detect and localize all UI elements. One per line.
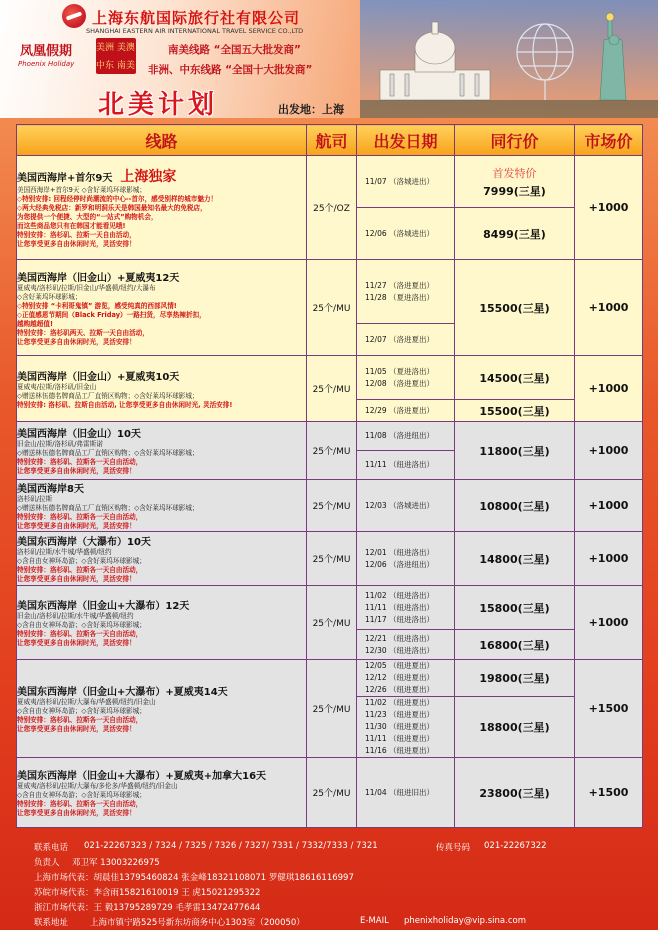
- airline-cell: 25个/MU: [307, 356, 357, 422]
- promo-label: 首发特价: [492, 166, 537, 180]
- route-detail: ◇赠送林伍德名牌商品工厂直销区购物；◇含好莱坞环球影城；: [17, 504, 199, 512]
- departure-dates-cell: [357, 324, 455, 356]
- route-highlight: 特别安排: 洛杉矶、拉斯自由活动, 让您享受更多自由休闲时光, 灵活安排!: [17, 400, 233, 409]
- departure-dates-cell: [357, 422, 455, 451]
- route-cell: [17, 260, 307, 356]
- table-row: [17, 532, 643, 586]
- table-body: [17, 156, 643, 828]
- route-title: 美国东西海岸（大瀑布）10天: [17, 537, 151, 548]
- route-title: 美国西海岸（旧金山）+夏威夷12天: [17, 272, 180, 284]
- table-row: [17, 758, 643, 828]
- trade-price: 11800(三星): [479, 444, 550, 458]
- trade-price: 18800(三星): [479, 721, 550, 734]
- trade-price: 10800(三星): [479, 499, 550, 513]
- departure-city: 出发地：上海: [278, 103, 344, 116]
- address: 上海市镇宁路525号新东坊商务中心1303室（200050）: [90, 918, 305, 928]
- table-row: [17, 422, 643, 451]
- route-cell: [17, 660, 307, 758]
- exclusive-badge: 上海独家: [120, 169, 177, 185]
- market-price-cell: +1500: [575, 758, 643, 828]
- table-row: [17, 660, 643, 697]
- trade-price-cell: [455, 260, 575, 356]
- route-highlight: 特别安排：洛杉矶、拉斯各一天自由活动，: [17, 513, 143, 521]
- airline-cell: 25个/MU: [307, 586, 357, 660]
- route-highlight: 让您享受更多自由休闲时光，灵活安排！: [17, 337, 136, 346]
- route-highlight: ◇正值感恩节期间（Black Friday）一路扫货，尽享热辣折扣，: [17, 310, 206, 319]
- table-row: [17, 586, 643, 630]
- market-price-cell: +1000: [575, 356, 643, 422]
- company-logo-icon: [62, 4, 86, 28]
- route-highlight: 让您享受更多自由休闲时光，灵活安排！: [17, 240, 136, 248]
- airline-cell: 25个/MU: [307, 480, 357, 532]
- route-detail: ◇含自由女神环岛游；◇含好莱坞环球影城；: [17, 707, 146, 715]
- route-detail: ◇含好莱坞环球影城；: [17, 292, 82, 301]
- header-trade-price: 同行价: [455, 125, 575, 156]
- trade-price-cell: [455, 422, 575, 480]
- trade-price: 19800(三星): [479, 672, 550, 685]
- email-label: E-MAIL: [360, 916, 389, 926]
- route-highlight: 特别安排：洛杉矶、拉斯各一天自由活动，: [17, 566, 143, 574]
- route-highlight: ◇两大经典免税店：新罗和明洞乐天是韩国最知名最大的免税店，: [17, 204, 207, 212]
- market-price-cell: +1000: [575, 422, 643, 480]
- phone-label: 联系电话: [34, 843, 69, 853]
- route-cell: [17, 356, 307, 422]
- market-price-cell: +1000: [575, 260, 643, 356]
- trade-price-cell: [455, 532, 575, 586]
- departure-date: 12/30 （纽进洛出）: [365, 645, 434, 655]
- route-detail: ◇含自由女神环岛游；◇含好莱坞环球影城；: [17, 557, 146, 565]
- departure-date: 11/02 （纽进洛出）: [365, 590, 434, 600]
- trade-price: 15500(三星): [479, 404, 550, 418]
- route-highlight: 为您提供一个便捷、大型的“一站式”购物机会，: [17, 213, 158, 221]
- trade-price: 8499(三星): [483, 227, 546, 241]
- departure-date: 12/29 （洛进夏出）: [365, 405, 434, 415]
- route-highlight: 让您享受更多自由休闲时光，灵活安排！: [17, 522, 136, 530]
- route-title: 美国西海岸（旧金山）+夏威夷10天: [17, 371, 180, 383]
- route-highlight: 越购越超值!: [17, 319, 53, 328]
- route-highlight: 特别安排：洛杉矶、拉斯一天自由活动，: [17, 231, 136, 239]
- route-highlight: 特别安排：洛杉矶两天、拉斯一天自由活动，: [17, 328, 149, 337]
- departure-dates-cell: [357, 480, 455, 532]
- departure-date: 11/02 （纽进夏出）: [365, 698, 434, 707]
- market-price-cell: +1000: [575, 480, 643, 532]
- departure-date: 11/04 （纽进旧出）: [365, 787, 434, 797]
- table-row: [17, 156, 643, 208]
- company-name-en: SHANGHAI EASTERN AIR INTERNATIONAL TRAVEL SERVICE CO.,LTD: [86, 27, 304, 35]
- departure-dates-cell: [357, 660, 455, 697]
- departure-dates-cell: [357, 697, 455, 758]
- header-departure-date: 出发日期: [357, 125, 455, 156]
- departure-date: 12/06 （洛进纽出）: [365, 559, 434, 569]
- trade-price: 14500(三星): [479, 371, 550, 385]
- departure-date: 12/05 （纽进夏出）: [365, 661, 434, 670]
- route-highlight: 特别安排：洛杉矶、拉斯各一天自由活动，: [17, 458, 143, 466]
- fax-number: 021-22267322: [484, 841, 547, 851]
- departure-date: 11/27 （洛进夏出）: [365, 280, 434, 290]
- route-highlight: 让您享受更多自由休闲时光，灵活安排！: [17, 725, 136, 733]
- route-cell: [17, 422, 307, 480]
- market-price-cell: +1000: [575, 156, 643, 260]
- route-highlight: ◇特别安排: 回程经停时尚潮流的中心--首尔，感受别样的城市魅力！: [17, 195, 218, 203]
- route-cell: [17, 758, 307, 828]
- route-detail: 旧金山/洛杉矶/拉斯/水牛城/华盛顿/纽约: [17, 612, 134, 620]
- route-detail: ◇赠送林伍德名牌商品工厂直销区购物；◇含好莱坞环球影城；: [17, 449, 199, 457]
- contact-footer: [0, 834, 658, 930]
- departure-date: 11/16 （纽进夏出）: [365, 746, 434, 755]
- table-row: [17, 260, 643, 324]
- departure-date: 11/08 （洛进纽出）: [365, 431, 434, 440]
- departure-dates-cell: [357, 400, 455, 422]
- route-detail: 洛杉矶/拉斯/水牛城/华盛顿/纽约: [17, 548, 112, 556]
- departure-date: 12/07 （洛进夏出）: [365, 334, 434, 344]
- departure-date: 12/06 （洛城进出）: [365, 228, 434, 238]
- email-address: phenixholiday@vip.sina.com: [404, 916, 526, 926]
- fax-label: 传真号码: [436, 843, 471, 853]
- route-title: 美国西海岸8天: [17, 484, 84, 495]
- brand-name-cn: 凤凰假期: [20, 44, 73, 59]
- header-route: 线路: [17, 125, 307, 156]
- route-detail: 夏威夷/洛杉矶/拉斯/大瀑布/多伦多/华盛顿/纽约/旧金山: [17, 782, 178, 790]
- trade-price-cell: [455, 208, 575, 260]
- departure-date: 12/01 （纽进洛出）: [365, 547, 434, 557]
- route-detail: 夏威夷/洛杉矶/拉斯/旧金山/华盛顿/纽约/大瀑布: [17, 283, 156, 292]
- company-name-cn: 上海东航国际旅行社有限公司: [92, 9, 301, 27]
- departure-date: 12/12 （纽进夏出）: [365, 673, 434, 682]
- tour-price-table: [16, 124, 643, 828]
- airline-cell: 25个/MU: [307, 532, 357, 586]
- route-title: 美国东西海岸（旧金山+大瀑布）+夏威夷+加拿大16天: [17, 771, 267, 782]
- airline-cell: 25个/OZ: [307, 156, 357, 260]
- trade-price: 7999(三星): [483, 184, 546, 198]
- market-price-cell: +1500: [575, 660, 643, 758]
- route-title: 美国东西海岸（旧金山+大瀑布）12天: [17, 601, 190, 612]
- route-highlight: 特别安排：洛杉矶、拉斯各一天自由活动，: [17, 716, 143, 724]
- trade-price-cell: [455, 660, 575, 697]
- departure-dates-cell: [357, 532, 455, 586]
- departure-date: 11/17 （纽进洛出）: [365, 614, 434, 624]
- departure-date: 12/26 （纽进夏出）: [365, 685, 434, 694]
- route-highlight: 特别安排：洛杉矶、拉斯各一天自由活动，: [17, 630, 143, 638]
- market-price-cell: +1000: [575, 532, 643, 586]
- route-highlight: 特别安排：洛杉矶、拉斯各一天自由活动，: [17, 800, 143, 808]
- manager-contact: 邓卫军 13003226975: [72, 858, 160, 868]
- trade-price: 16800(三星): [479, 638, 550, 652]
- trade-price: 15500(三星): [479, 301, 550, 315]
- route-detail: ◇赠送林伍德名牌商品工厂直销区购物；◇含好莱坞环球影城；: [17, 391, 199, 400]
- departure-date: 11/07 （洛城进出）: [365, 176, 434, 186]
- departure-date: 11/11 （纽进夏出）: [365, 734, 434, 743]
- landmarks-illustration: [360, 0, 658, 118]
- departure-date: 12/08 （洛进夏出）: [365, 378, 434, 388]
- route-detail: ◇含自由女神环岛游；◇含好莱坞环球影城；: [17, 621, 146, 629]
- airline-cell: 25个/MU: [307, 758, 357, 828]
- departure-dates-cell: [357, 260, 455, 324]
- route-title: 美国东西海岸（旧金山+大瀑布）+夏威夷14天: [17, 687, 228, 698]
- departure-dates-cell: [357, 586, 455, 630]
- slogan-south-america: 南美线路 “全国五大批发商”: [168, 44, 301, 56]
- trade-price: 23800(三星): [479, 786, 550, 800]
- departure-date: 11/28 （夏进洛出）: [365, 292, 434, 302]
- route-highlight: 让您享受更多自由休闲时光，灵活安排！: [17, 467, 136, 475]
- manager-label: 负责人: [34, 858, 60, 868]
- route-title: 美国西海岸+首尔9天: [17, 173, 113, 184]
- jiangsu-anhui-reps: 苏皖市场代表：李含雨15821610019 王 虎15021295322: [34, 888, 261, 898]
- route-cell: [17, 480, 307, 532]
- airline-cell: 25个/MU: [307, 260, 357, 356]
- table-row: [17, 480, 643, 532]
- airline-cell: 25个/MU: [307, 422, 357, 480]
- trade-price-cell: [455, 586, 575, 630]
- departure-date: 11/05 （夏进洛出）: [365, 366, 434, 376]
- departure-dates-cell: [357, 208, 455, 260]
- table-row: [17, 356, 643, 400]
- route-highlight: ◇特别安排 “卡利哥鬼镇” 游览，感受纯真的西部风情!: [17, 301, 177, 310]
- header-airline: 航司: [307, 125, 357, 156]
- region-badge-top: 美洲 美澳: [96, 43, 135, 53]
- brand-name-en: Phoenix Holiday: [18, 60, 75, 68]
- departure-dates-cell: [357, 758, 455, 828]
- trade-price-cell: [455, 630, 575, 660]
- departure-date: 11/30 （纽进夏出）: [365, 722, 434, 731]
- header-market-price: 市场价: [575, 125, 643, 156]
- route-detail: 洛杉矶/拉斯: [17, 495, 53, 503]
- route-cell: [17, 532, 307, 586]
- trade-price-cell: [455, 156, 575, 208]
- trade-price: 14800(三星): [479, 552, 550, 566]
- route-cell: [17, 156, 307, 260]
- zhejiang-reps: 浙江市场代表：王 毅13795289729 毛孝雷13472477644: [34, 903, 261, 913]
- airline-cell: 25个/MU: [307, 660, 357, 758]
- trade-price-cell: [455, 758, 575, 828]
- route-detail: 夏威夷/拉斯/洛杉矶/旧金山: [17, 382, 97, 391]
- route-detail: 夏威夷/洛杉矶/拉斯/大瀑布/华盛顿/纽约/旧金山: [17, 698, 156, 706]
- trade-price-cell: [455, 480, 575, 532]
- departure-date: 12/03 （洛城进出）: [365, 500, 434, 510]
- page-title: 北美计划: [98, 90, 219, 120]
- route-cell: [17, 586, 307, 660]
- phone-numbers: 021-22267323 / 7324 / 7325 / 7326 / 7327/ 7331 / 7332/7333 / 7321: [84, 841, 378, 851]
- departure-date: 11/11 （纽进洛出）: [365, 602, 434, 612]
- region-badge-bottom: 中东 南美: [96, 61, 135, 71]
- departure-dates-cell: [357, 451, 455, 480]
- departure-dates-cell: [357, 630, 455, 660]
- market-price-cell: +1000: [575, 586, 643, 660]
- table-header-row: [17, 125, 643, 156]
- route-highlight: 让您享受更多自由休闲时光，灵活安排！: [17, 809, 136, 817]
- route-highlight: 而这些商品您只有在韩国才能看见哦!: [17, 222, 126, 230]
- trade-price-cell: [455, 400, 575, 422]
- departure-dates-cell: [357, 156, 455, 208]
- header-banner: [0, 0, 658, 118]
- route-detail: 旧金山/拉斯/洛杉矶/弗雷斯诺: [17, 440, 103, 448]
- departure-date: 12/21 （纽进洛出）: [365, 633, 434, 643]
- shanghai-reps: 上海市场代表：胡晨佳13795460824 张金峰18321108071 罗健琪18616116997: [34, 873, 354, 883]
- departure-dates-cell: [357, 356, 455, 400]
- route-highlight: 让您享受更多自由休闲时光，灵活安排！: [17, 575, 136, 583]
- route-detail: 美国西海岸+首尔9天 ◇含好莱坞环球影城；: [17, 186, 146, 194]
- route-title: 美国西海岸（旧金山）10天: [17, 429, 141, 440]
- slogan-africa-mideast: 非洲、中东线路 “全国十大批发商”: [148, 64, 313, 76]
- trade-price-cell: [455, 356, 575, 400]
- departure-date: 11/23 （纽进夏出）: [365, 710, 434, 719]
- address-label: 联系地址: [34, 918, 69, 928]
- trade-price-cell: [455, 697, 575, 758]
- trade-price: 15800(三星): [479, 601, 550, 615]
- departure-date: 11/11 （纽进洛出）: [365, 460, 434, 469]
- route-detail: ◇含自由女神环岛游；◇含好莱坞环球影城；: [17, 791, 146, 799]
- route-highlight: 让您享受更多自由休闲时光，灵活安排！: [17, 639, 136, 647]
